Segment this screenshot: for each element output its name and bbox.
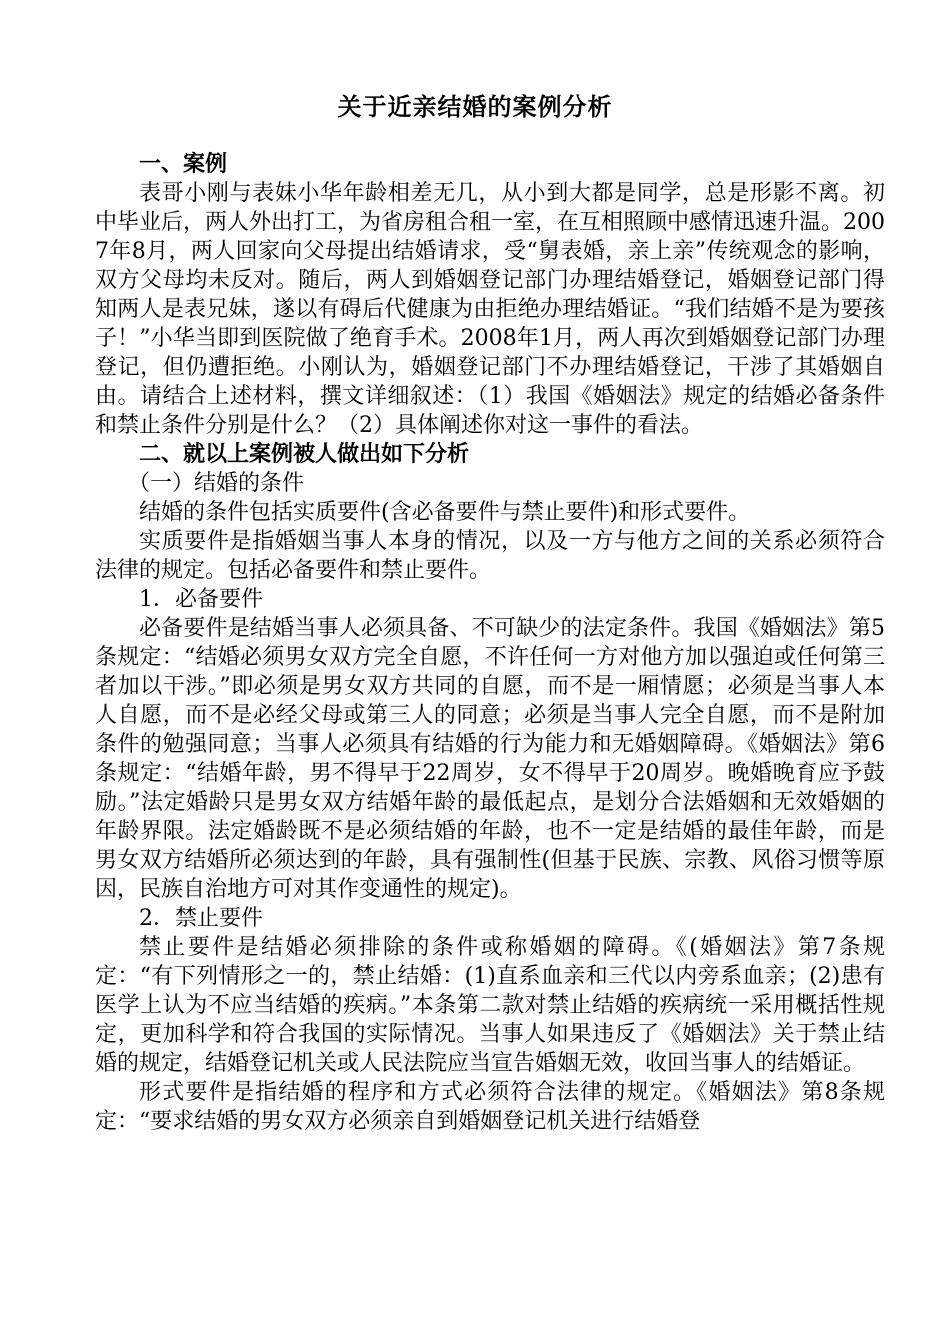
prohibitive-requirements-paragraph: 禁止要件是结婚必须排除的条件或称婚姻的障碍。《(婚姻法》第7条规定：“有下列情形之一的，禁止结婚：(1)直系血亲和三代以内旁系血亲；(2)患有医学上认为不应当结婚的疾病。”本条第二款对禁止结婚的疾病统一采用概括性规定，更加科学和符合我国的实际情况。当事人如果违反了《婚姻法》关于禁止结婚的规定，结婚登记机关或人民法院应当宣告婚姻无效，收回当事人的结婚证。 <box>95 935 885 1076</box>
conditions-paragraph: 结婚的条件包括实质要件(含必备要件与禁止要件)和形式要件。 <box>139 500 751 525</box>
section-heading-analysis: 二、就以上案例被人做出如下分析 <box>139 442 470 467</box>
document-body <box>95 150 885 1136</box>
item-heading-prohibitive-requirements: 2．禁止要件 <box>139 906 263 931</box>
item-heading-essential-requirements: 1．必备要件 <box>139 587 263 612</box>
case-paragraph: 表哥小刚与表妹小华年龄相差无几，从小到大都是同学，总是形影不离。初中毕业后，两人外出打工，为省房租合租一室，在互相照顾中感情迅速升温。2007年8月，两人回家向父母提出结婚请求，受“舅表婚，亲上亲”传统观念的影响，双方父母均未反对。随后，两人到婚姻登记部门办理结婚登记，婚姻登记部门得知两人是表兄妹，遂以有碍后代健康为由拒绝办理结婚证。“我们结婚不是为要孩子！”小华当即到医院做了绝育手术。2008年1月，两人再次到婚姻登记部门办理登记，但仍遭拒绝。小刚认为，婚姻登记部门不办理结婚登记，干涉了其婚姻自由。请结合上述材料，撰文详细叙述：（1）我国《婚姻法》规定的结婚必备条件和禁止条件分别是什么？（2）具体阐述你对这一事件的看法。 <box>95 181 885 438</box>
substantive-requirements-paragraph: 实质要件是指婚姻当事人本身的情况，以及一方与他方之间的关系必须符合法律的规定。包括必备要件和禁止要件。 <box>95 529 885 583</box>
section-heading-case: 一、案例 <box>139 152 228 177</box>
subsection-heading-conditions: （一）结婚的条件 <box>128 471 305 496</box>
document-title: 关于近亲结婚的案例分析 <box>337 93 613 121</box>
essential-requirements-paragraph: 必备要件是结婚当事人必须具备、不可缺少的法定条件。我国《婚姻法》第5条规定：“结婚必须男女双方完全自愿，不许任何一方对他方加以强迫或任何第三者加以干涉。”即必须是男女双方共同的自愿，而不是一厢情愿；必须是当事人本人自愿，而不是必经父母或第三人的同意；必须是当事人完全自愿，而不是附加条件的勉强同意；当事人必须具有结婚的行为能力和无婚姻障碍。《婚姻法》第6条规定：“结婚年龄，男不得早于22周岁，女不得早于20周岁。晚婚晚育应予鼓励。”法定婚龄只是男女双方结婚年龄的最低起点，是划分合法婚姻和无效婚姻的年龄界限。法定婚龄既不是必须结婚的年龄，也不一定是结婚的最佳年龄，而是男女双方结婚所必须达到的年龄，具有强制性(但基于民族、宗教、风俗习惯等原因，民族自治地方可对其作变通性的规定)。 <box>95 616 885 902</box>
formal-requirements-paragraph: 形式要件是指结婚的程序和方式必须符合法律的规定。《婚姻法》第8条规定：“要求结婚的男女双方必须亲自到婚姻登记机关进行结婚登 <box>95 1080 885 1134</box>
